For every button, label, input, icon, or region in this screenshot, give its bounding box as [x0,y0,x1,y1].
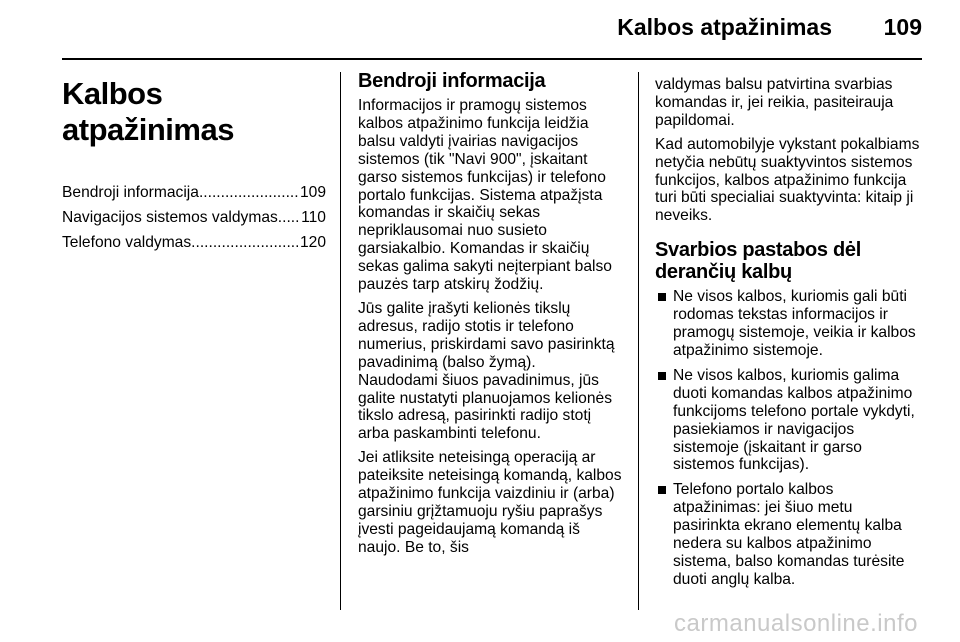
toc-entry[interactable] [62,184,326,202]
toc-entry-label: Bendroji informacija [62,184,199,201]
toc-leader-dots [278,209,299,227]
toc-leader-dots [191,234,298,252]
chapter-column [62,70,326,259]
paragraph: Naudodami šiuos pavadinimus, jūs galite nustatyti planuojamos kelionės tikslo adresą, pasirinkti radijo stotį arba paskambinti telefonu. [358,371,612,443]
toc-entry-page: 110 [301,208,326,226]
paragraph: Informacijos ir pramogų sistemos kalbos atpažinimo funkcija leidžia balsu valdyti įvairias navigacijos sistemos (tik "Navi 900", įskaitant garso sistemos funkcijas) ir telefono portalo funkcijas. Sistema atpažįsta komandas ir skaičių sekas nepriklausomai nuo susieto garsiakalbio. Komandas ir skaičių sekas galima sakyti neįterpiant balso pauzės tarp atskirų žodžių. [358,97,612,294]
toc-entry[interactable] [62,209,326,227]
paragraph: valdymas balsu patvirtina svarbias komandas ir, jei reikia, pasiteirauja papildomai. [655,76,894,129]
section-heading: Bendroji informacija [358,70,546,92]
running-header-title: Kalbos atpažinimas [617,14,832,40]
column-divider-left [340,72,341,610]
toc-entry-label: Navigacijos sistemos valdymas [62,208,278,226]
bullet-item: Telefono portalo kalbos atpažinimas: jei šiuo metu pasirinkta ekrano elementų kalba nedera su kalbos atpažinimo sistema, balso komandas turėsite duoti anglų kalba. [655,481,923,588]
column-divider-right [638,72,639,610]
toc-leader-dots [199,184,298,202]
paragraph: Jūs galite įrašyti kelionės tikslų adresus, radijo stotis ir telefono numerius, priskirdami savo pasirinktą pavadinimą (balso žymą). [358,299,615,371]
header-rule [62,58,922,60]
paragraph: Jei atliksite neteisingą operaciją ar pateiksite neteisingą komandą, kalbos atpažinimo funkcija vaizdiniu ir (arba) garsiniu grįžtamuoju ryšiu paprašys įvesti pageidaujamą komandą iš naujo. Be to, šis [358,449,622,556]
toc-entry[interactable] [62,234,326,252]
bullet-list [655,288,923,589]
bullet-item: Ne visos kalbos, kuriomis gali būti rodomas tekstas informacijos ir pramogų sistemoje, veikia ir kalbos atpažinimo sistemoje. [655,288,923,360]
page-number: 109 [883,14,922,40]
paragraph: Kad automobilyje vykstant pokalbiams netyčia nebūtų suaktyvintos sistemos funkcijos, kalbos atpažinimo funkcija turi būti specialiai suaktyvinta: kitaip ji neveiks. [655,135,920,225]
table-of-contents [62,184,326,252]
notes-column [655,76,923,596]
chapter-title: Kalbos atpažinimas [62,76,234,147]
section-heading: Svarbios pastabos dėl derančių kalbų [655,239,861,284]
toc-entry-label: Telefono valdymas [62,233,192,251]
toc-entry-page: 109 [299,184,326,201]
bullet-item: Ne visos kalbos, kuriomis galima duoti komandas kalbos atpažinimo funkcijoms telefono portale vykdyti, pasiekiamos ir navigacijos sistemoje (įskaitant ir garso sistemos funkcijas). [655,367,923,474]
general-info-column [358,70,624,563]
toc-entry-page: 120 [299,233,326,251]
watermark: carmanualsonline.info [674,610,918,637]
